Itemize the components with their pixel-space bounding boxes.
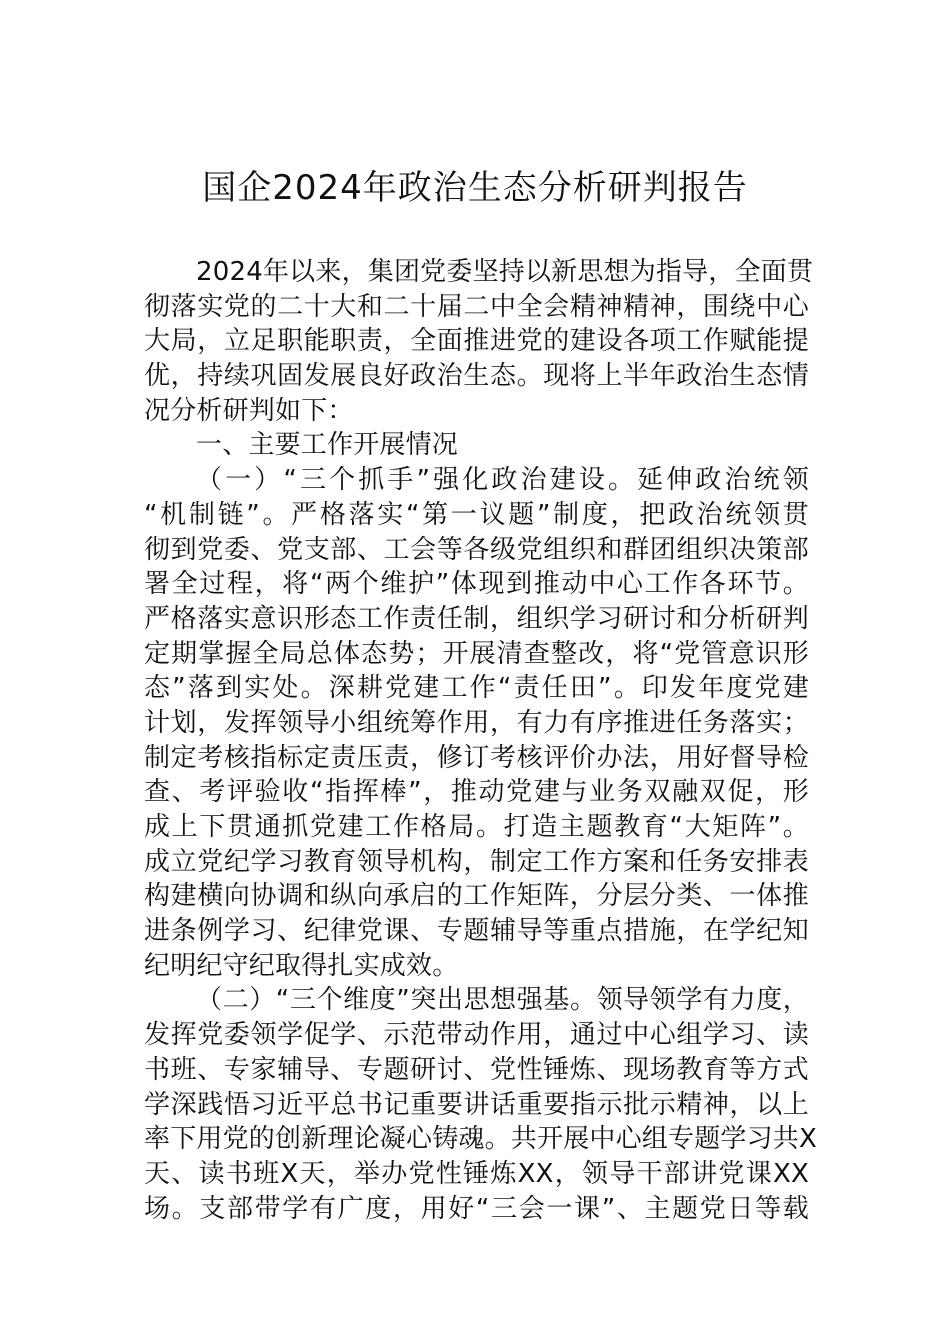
document-body bbox=[144, 255, 818, 1226]
body-line: 优，持续巩固发展良好政治生态。现将上半年政治生态情 bbox=[144, 361, 809, 392]
body-line: 态”落到实处。深耕党建工作“责任田”。印发年度党建 bbox=[144, 673, 809, 704]
body-line: 构建横向协调和纵向承启的工作矩阵，分层分类、一体推 bbox=[144, 881, 809, 912]
body-line: 定期掌握全局总体态势；开展清查整改，将“党管意识形 bbox=[144, 638, 809, 669]
body-line: 成上下贯通抓党建工作格局。打造主题教育“大矩阵”。 bbox=[144, 812, 809, 842]
document-title: 国企2024年政治生态分析研判报告 bbox=[202, 168, 748, 208]
body-line: 学深践悟习近平总书记重要讲话重要指示批示精神，以上 bbox=[144, 1089, 809, 1120]
body-line: 书班、专家辅导、专题研讨、党性锤炼、现场教育等方式 bbox=[144, 1054, 809, 1085]
body-line: 天、读书班X天，举办党性锤炼XX，领导干部讲党课XX bbox=[144, 1158, 809, 1189]
body-line: 进条例学习、纪律党课、专题辅导等重点措施，在学纪知 bbox=[144, 916, 809, 947]
body-line: 况分析研判如下： bbox=[144, 395, 354, 426]
body-line: 大局，立足职能职责，全面推进党的建设各项工作赋能提 bbox=[144, 326, 809, 357]
body-line: 查、考评验收“指挥棒”，推动党建与业务双融双促，形 bbox=[144, 777, 809, 808]
body-line: 2024年以来，集团党委坚持以新思想为指导，全面贯 bbox=[196, 257, 814, 287]
body-line: 发挥党委领学促学、示范带动作用，通过中心组学习、读 bbox=[144, 1020, 809, 1051]
body-line: （一）“三个抓手”强化政治建设。延伸政治统领 bbox=[196, 465, 809, 496]
body-line: 场。支部带学有广度，用好“三会一课”、主题党日等载 bbox=[144, 1193, 809, 1224]
body-line: 率下用党的创新理论凝心铸魂。共开展中心组专题学习共X bbox=[144, 1124, 818, 1155]
body-line: 计划，发挥领导小组统筹作用，有力有序推进任务落实； bbox=[144, 707, 809, 738]
body-line: 纪明纪守纪取得扎实成效。 bbox=[144, 950, 459, 981]
body-line: 成立党纪学习教育领导机构，制定工作方案和任务安排表 bbox=[144, 846, 809, 877]
body-line: 署全过程，将“两个维护”体现到推动中心工作各环节。 bbox=[144, 569, 809, 600]
body-line: 彻落实党的二十大和二十届二中全会精神精神，围绕中心 bbox=[144, 291, 809, 322]
body-line: 严格落实意识形态工作责任制，组织学习研讨和分析研判 bbox=[144, 603, 809, 634]
body-line: “机制链”。严格落实“第一议题”制度，把政治统领贯 bbox=[144, 499, 809, 530]
body-line: 彻到党委、党支部、工会等各级党组织和群团组织决策部 bbox=[144, 534, 809, 565]
body-line: 制定考核指标定责压责，修订考核评价办法，用好督导检 bbox=[144, 742, 809, 773]
body-line: （二）“三个维度”突出思想强基。领导领学有力度， bbox=[196, 985, 809, 1016]
body-line: 一、主要工作开展情况 bbox=[196, 430, 459, 461]
